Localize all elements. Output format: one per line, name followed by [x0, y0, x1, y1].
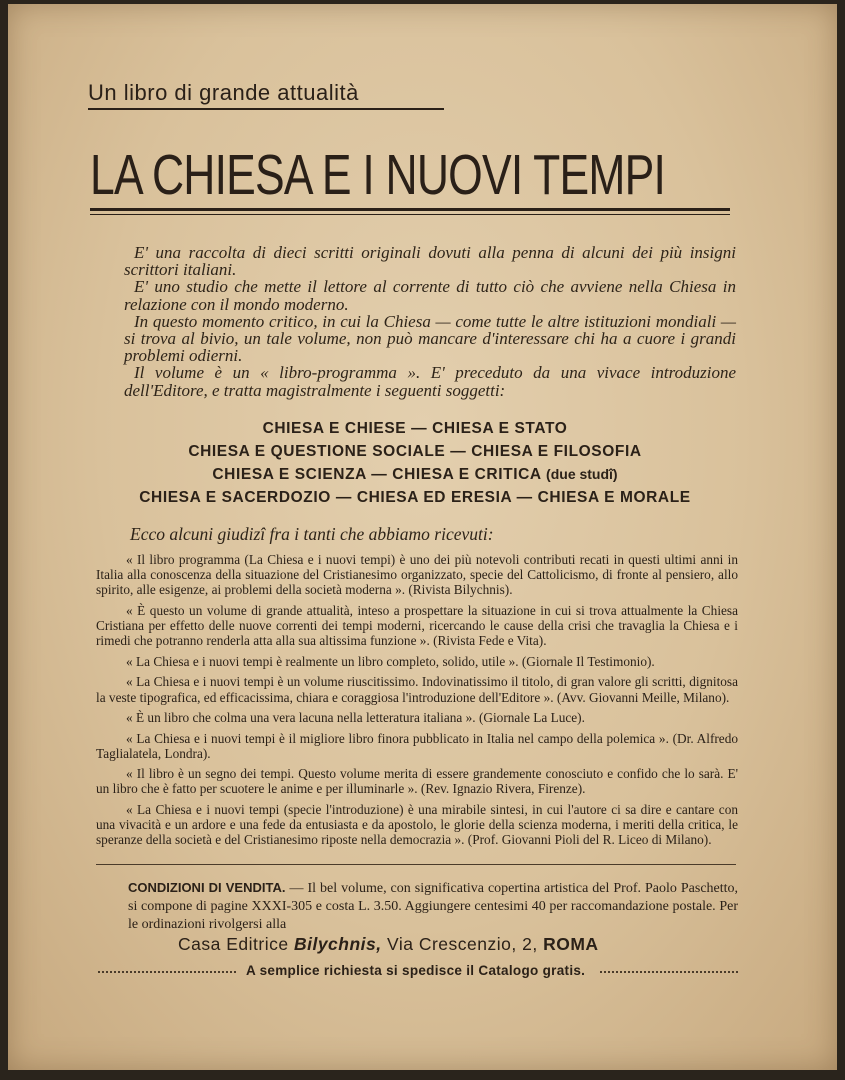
- subject-text: CHIESA E SCIENZA — CHIESA E CRITICA: [212, 466, 542, 483]
- conditions-heading: CONDIZIONI DI VENDITA.: [128, 880, 286, 895]
- subject-text: CHIESA E QUESTIONE SOCIALE — CHIESA E FILOSOFIA: [188, 442, 642, 460]
- sale-conditions: [128, 879, 738, 934]
- intro-paragraph: Il volume è un « libro-programma ». E' preceduto da una vivace introduzione dell'Editore, e tratta magistralmente i seguenti soggetti:: [124, 363, 736, 400]
- subject-line: [90, 463, 740, 487]
- subject-line: [90, 441, 740, 464]
- tagline: Un libro di grande attualità: [88, 80, 359, 105]
- publisher-address: Via Crescenzio, 2,: [387, 934, 538, 954]
- review-quote: « È un libro che colma una vera lacuna nella letteratura italiana ». (Giornale La Luce).: [126, 710, 585, 726]
- publisher-city: ROMA: [543, 934, 599, 954]
- subject-note: (due studî): [546, 466, 618, 482]
- tagline-underline: [88, 108, 444, 110]
- reviews-list: [96, 552, 738, 853]
- review-quote: « La Chiesa e i nuovi tempi è un volume riuscitissimo. Indovinatissimo il titolo, di gran valore gli scritti, dignitosa la veste tipografica, ed efficacissima, chiara e coraggiosa l'introduzione dell'Editore ». (Avv. Giovanni Meille, Milano).: [96, 674, 738, 705]
- catalog-leader-right: [600, 971, 738, 973]
- review-quote: « La Chiesa e i nuovi tempi (specie l'introduzione) è una mirabile sintesi, in cui l'autore ci sa dire e cantare con una vivacità e un ardore e una fede da entusiasta e da apostolo, le glorie della scienza moderna, i meriti della critica, le speranze della società e del Cristianesimo riposte nella democrazia ». (Prof. Giovanni Pioli del R. Liceo di Milano).: [96, 801, 738, 848]
- intro-paragraph: E' uno studio che mette il lettore al corrente di tutto ciò che avviene nella Chiesa in relazione con il mondo moderno.: [124, 277, 736, 314]
- section-divider: [96, 864, 736, 865]
- intro-paragraph: In questo momento critico, in cui la Chiesa — come tutte le altre istituzioni mondiali — si trova al bivio, un tale volume, non può mancare d'interessare chi ha a cuore i grandi problemi odierni.: [124, 311, 736, 366]
- review-quote: « La Chiesa e i nuovi tempi è il migliore libro finora pubblicato in Italia nel campo della polemica ». (Dr. Alfredo Taglialatela, Londra).: [96, 730, 738, 761]
- conditions-text: — Il bel volume, con significativa copertina artistica del Prof. Paolo Paschetto, si compone di pagine XXXI-305 e costa L. 3.50. Aggiungere centesimi 40 per raccomandazione postale. Per le ordinazioni rivolgersi alla: [128, 881, 739, 932]
- intro-paragraph: E' una raccolta di dieci scritti originali dovuti alla penna di alcuni dei più insigni scrittori italiani.: [124, 243, 736, 280]
- catalog-note: A semplice richiesta si spedisce il Catalogo gratis.: [246, 963, 586, 978]
- publisher-line: [178, 934, 599, 955]
- publisher-brand: Bilychnis,: [293, 934, 382, 954]
- title-rule-thin: [90, 214, 730, 215]
- catalog-leader-left: [98, 971, 236, 973]
- review-quote: « Il libro programma (La Chiesa e i nuovi tempi) è uno dei più notevoli contributi recati in questi ultimi anni in Italia alla conoscenza della situazione del Cristianesimo organizzato, specie del Cattolicismo, di fronte al pensiero, allo spirito, alle esigenze, ai problemi della società moderna ». (Rivista Bilychnis).: [96, 552, 738, 598]
- subjects-list: [90, 418, 740, 509]
- document-page: [8, 4, 837, 1070]
- reviews-intro: Ecco alcuni giudizî fra i tanti che abbiamo ricevuti:: [130, 524, 494, 544]
- review-quote: « Il libro è un segno dei tempi. Questo volume merita di essere grandemente conosciuto e confido che lo sarà. E' un libro che è fatto per scuotere le anime e per illuminarle ». (Rev. Ignazio Rivera, Firenze).: [96, 766, 738, 797]
- book-title: LA CHIESA E I NUOVI TEMPI: [90, 143, 666, 207]
- title-rule-thick: [90, 208, 730, 211]
- publisher-prefix: Casa Editrice: [178, 934, 289, 954]
- review-quote: « La Chiesa e i nuovi tempi è realmente un libro completo, solido, utile ». (Giornale Il Testimonio).: [126, 653, 655, 669]
- subject-line: CHIESA E CHIESE — CHIESA E STATO: [262, 420, 568, 437]
- subject-line: CHIESA E SACERDOZIO — CHIESA ED ERESIA — CHIESA E MORALE: [139, 488, 691, 506]
- intro-text: [124, 244, 736, 399]
- review-quote: « È questo un volume di grande attualità, inteso a prospettare la situazione in cui si trova attualmente la Chiesa Cristiana per effetto delle nuove correnti dei tempi moderni, ricercando le cause della crisi che travaglia la Chiesa e i rimedi che potranno renderla atta alla sua altissima funzione ». (Rivista Fede e Vita).: [96, 602, 738, 649]
